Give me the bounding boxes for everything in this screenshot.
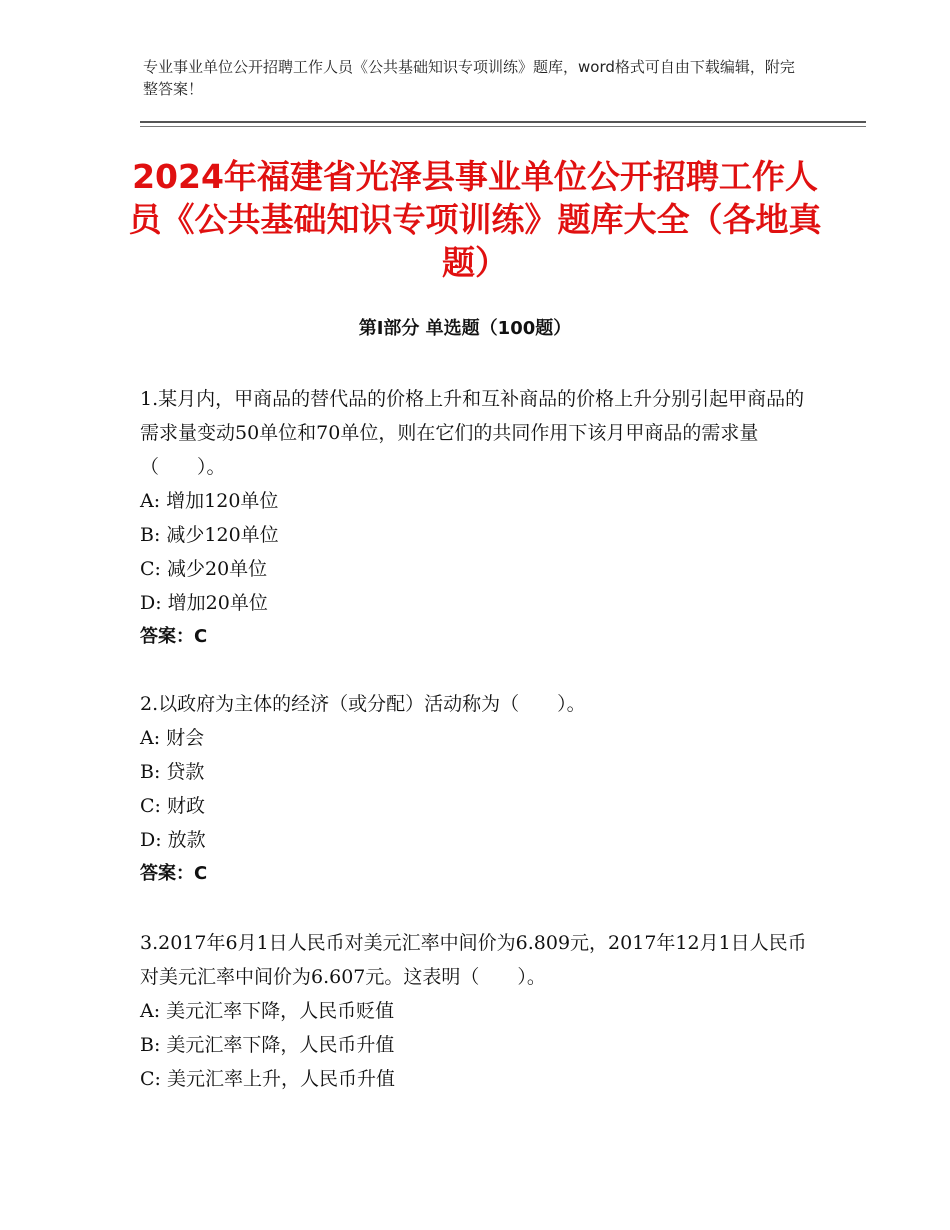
header-rule-thin	[140, 126, 866, 127]
header-note: 专业事业单位公开招聘工作人员《公共基础知识专项训练》题库，word格式可自由下载编辑，附完整答案！	[143, 58, 795, 98]
option-a: A: 美元汇率下降，人民币贬值	[140, 1000, 395, 1022]
document-title: 2024年福建省光泽县事业单位公开招聘工作人员《公共基础知识专项训练》题库大全（各地真题）	[128, 157, 822, 282]
option-a: A: 增加120单位	[140, 490, 279, 512]
question-stem: 2.以政府为主体的经济（或分配）活动称为（ ）。	[140, 693, 586, 715]
option-d: D: 放款	[140, 829, 206, 851]
question-2	[140, 687, 810, 891]
option-c: C: 减少20单位	[140, 558, 268, 580]
option-b: B: 贷款	[140, 761, 205, 783]
question-1	[140, 382, 810, 654]
question-stem: 1.某月内，甲商品的替代品的价格上升和互补商品的价格上升分别引起甲商品的需求量变动50单位和70单位，则在它们的共同作用下该月甲商品的需求量（ ）。	[140, 388, 805, 478]
option-b: B: 美元汇率下降，人民币升值	[140, 1034, 395, 1056]
section-title: 第Ⅰ部分 单选题（100题）	[358, 318, 572, 339]
header-rule-thick	[140, 121, 866, 123]
answer: 答案：C	[140, 626, 208, 647]
answer: 答案：C	[140, 863, 208, 884]
question-3	[140, 926, 810, 1096]
question-stem: 3.2017年6月1日人民币对美元汇率中间价为6.809元，2017年12月1日人民币对美元汇率中间价为6.607元。这表明（ ）。	[140, 932, 807, 988]
option-c: C: 财政	[140, 795, 205, 817]
option-c: C: 美元汇率上升，人民币升值	[140, 1068, 395, 1090]
option-b: B: 减少120单位	[140, 524, 279, 546]
option-a: A: 财会	[140, 727, 205, 749]
option-d: D: 增加20单位	[140, 592, 268, 614]
